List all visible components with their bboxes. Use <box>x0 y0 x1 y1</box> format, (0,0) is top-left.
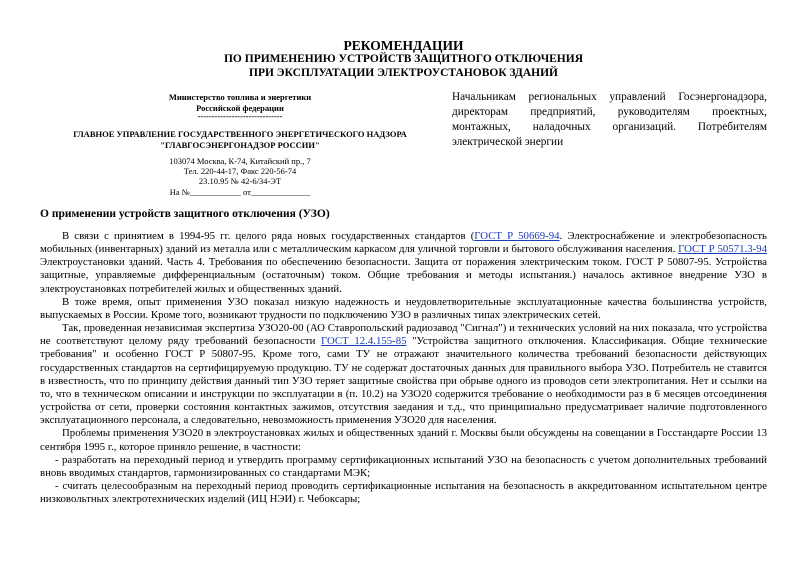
department-short-name: "ГЛАВГОСЭНЕРГОНАДЗОР РОССИИ" <box>160 139 320 150</box>
gost-50571-link[interactable]: ГОСТ Р 50571.3-94 <box>678 243 767 256</box>
document-number: 23.10.95 № 42-6/34-ЭТ <box>198 176 282 187</box>
addressee-text: Начальникам региональных управлений Госэнергонадзора, директорам предприятий, руководителям проектных, монтажных, наладочных организаций. Потребителям электрической энергии <box>452 91 767 148</box>
address-block <box>40 156 440 197</box>
ministry-country: Российской федерации <box>196 102 284 113</box>
document-subtitle-line-1: ПО ПРИМЕНЕНИЮ УСТРОЙСТВ ЗАЩИТНОГО ОТКЛЮЧЕНИЯ <box>223 53 583 65</box>
gost-50669-link[interactable]: ГОСТ Р 50669-94 <box>474 230 560 242</box>
letter-subject: О применении устройств защитного отключения (УЗО) <box>40 208 330 220</box>
list-item: - считать целесообразным на переходный период проводить сертификационные испытания на безопасность в аккредитованном испытательном центре низковольтных электротехнических изделий (ИЦ НЭИ) г. Чебоксары; <box>40 479 767 506</box>
paragraph-2: В тоже время, опыт применения УЗО показал низкую надежность и неудовлетворительные эксплуатационные качества большинства устройств, выпускаемых в России. Кроме того, возникают трудности по подключению УЗО в различных типах электрических сетей. <box>40 295 767 321</box>
document-subtitle-line-2: ПРИ ЭКСПЛУАТАЦИИ ЭЛЕКТРОУСТАНОВОК ЗДАНИЙ <box>249 67 558 79</box>
paragraph-4: Проблемы применения УЗО20 в электроустановках жилых и общественных зданий г. Москвы были обсуждены на совещании в Госстандарте России 13 сентября 1995 г., которое приняло решение, в частности: <box>40 427 767 453</box>
letter-body <box>40 230 767 506</box>
department-name: ГЛАВНОЕ УПРАВЛЕНИЕ ГОСУДАРСТВЕННОГО ЭНЕРГЕТИЧЕСКОГО НАДЗОРА <box>73 129 407 139</box>
postal-address: 103074 Москва, К-74, Китайский пр., 7 <box>169 156 311 166</box>
ministry-name: Министерство топлива и энергетики <box>168 92 312 102</box>
phone-fax: Тел. 220-44-17, Факс 220-56-74 <box>183 166 297 177</box>
department-block <box>20 129 460 150</box>
reference-line: На №____________ от______________ <box>169 186 311 197</box>
list-item: - разработать на переходный период и утвердить программу сертификационных испытаний УЗО на безопасность с учетом дополнительных требований вновь вводимых стандартов, гармонизированных со стандартами МЭК; <box>40 453 767 479</box>
paragraph-3: Так, проведенная независимая экспертиза УЗО20-00 (АО Ставропольский радиозавод "Сигнал") и технических условий на них показала, что устройства не соответствуют целому ряду требований безопасности ГОСТ 12.4.155-85 "Устройства защитного отключения. Классификация. Общие технические требования" и особенно ГОСТ Р 50807-95. Кроме того, сами ТУ не отражают значительного количества требований безопасности действующих государственных стандартов на сертифицируемую продукцию. ТУ не содержат достаточных данных для правильного выбора УЗО. Потребитель не ставится в известность, что по принципу действия данный тип УЗО теряет защитные свойства при обрыве одного из проводов сети электропитания. Нет и ссылки на то, что в техническом описании и инструкции по эксплуатации в (п. 10.2) на УЗО20 содержится требование о необходимости раз в 6 месяцев отсоединения устройства от сети, проверки состояния контактных зажимов, отсутствия заедания и т.д., что принципиально предусматривает наличие подготовленного эксплуатационного персонала, а следовательно, невозможность применения УЗО20 для населения. <box>40 322 767 427</box>
paragraph-1: В связи с принятием в 1994-95 гг. целого ряда новых государственных стандартов (ГОСТ Р 50669-94. Электроснабжение и электробезопасность мобильных (инвентарных) зданий из металла или с металлическим каркасом для уличной торговли и бытового обслуживания населения. ГОСТ Р 50571.3-94 Электроустановки зданий. Часть 4. Требования по обеспечению безопасности. Защита от поражения электрическим током. ГОСТ Р 50807-95. Устройства защитные, управляемые дифференциальным (остаточным) током. Общие требования и методы испытания.) началось активное внедрение УЗО в электроустановках потребителей жилых и общественных зданий. <box>40 230 767 295</box>
ministry-block <box>40 92 440 120</box>
letterhead-rule: ------------------------------ <box>197 111 283 121</box>
gost-12-4-155-link[interactable]: ГОСТ 12.4.155-85 <box>321 335 407 348</box>
document-title: РЕКОМЕНДАЦИИ <box>343 38 464 53</box>
